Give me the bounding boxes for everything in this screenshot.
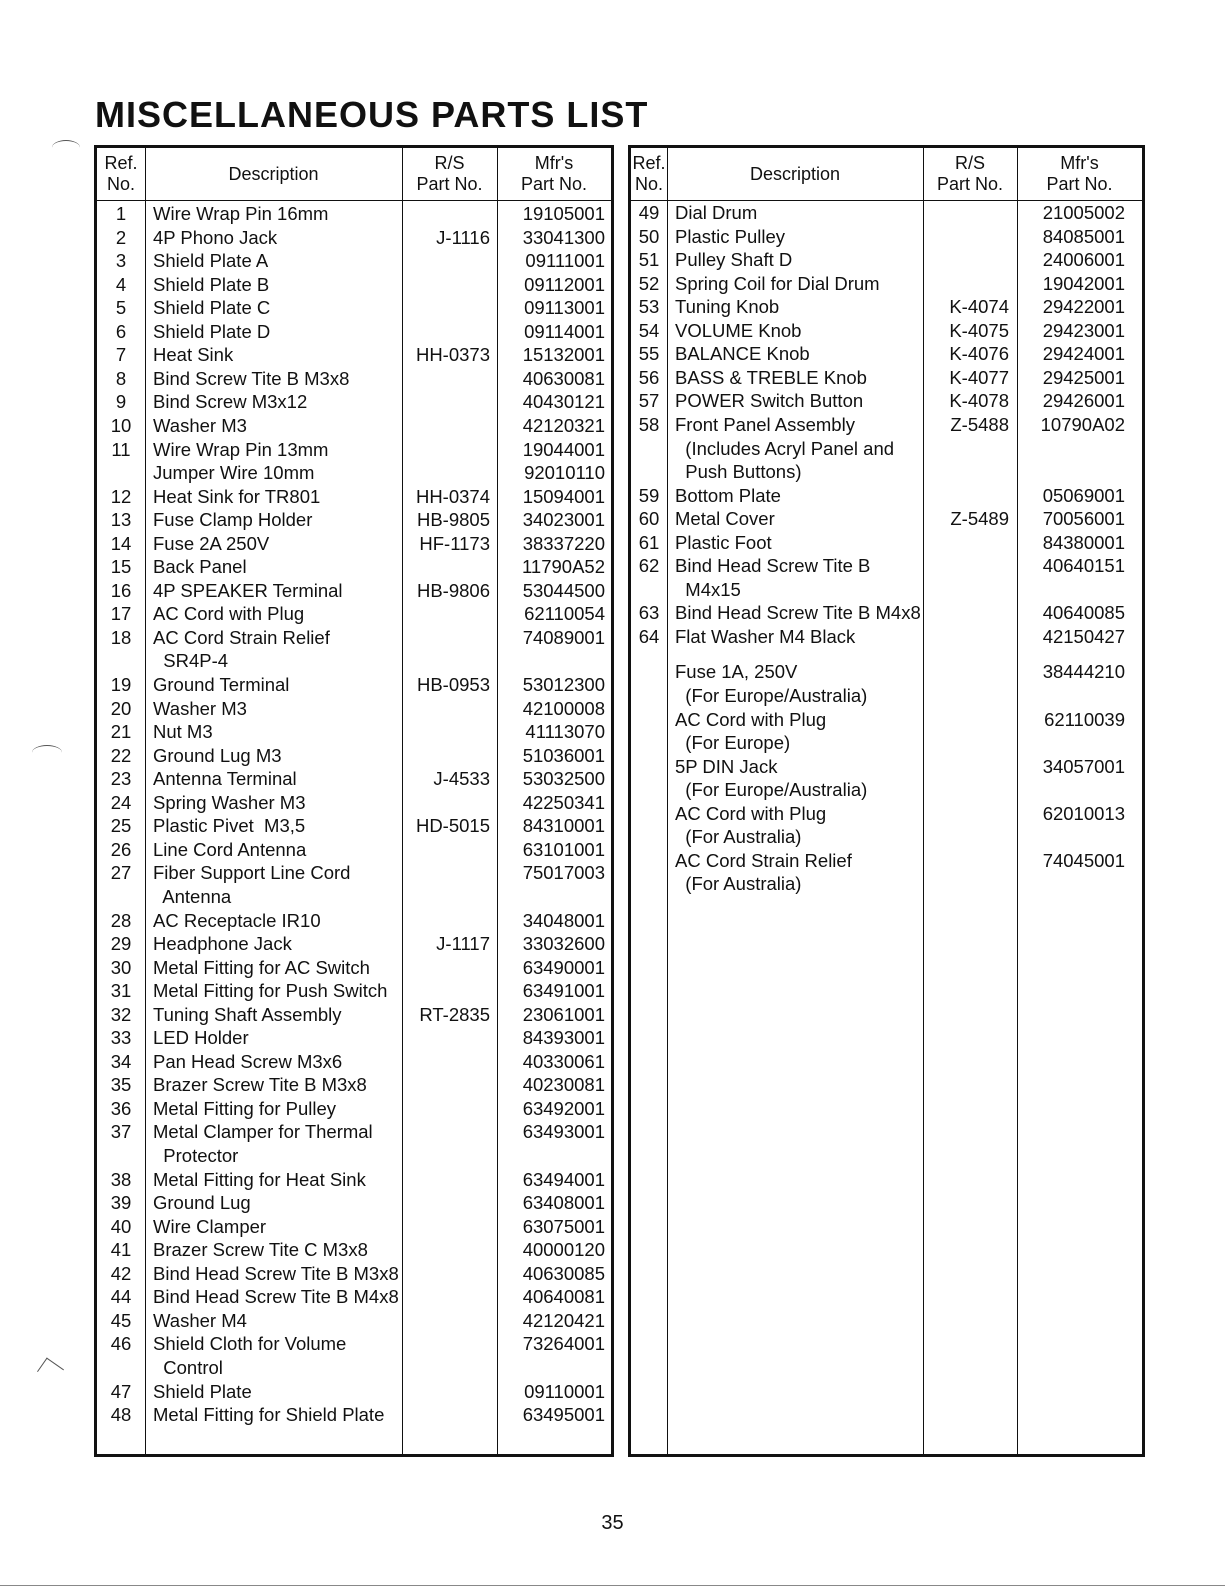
cell-ref: 33: [110, 1027, 132, 1049]
cell-desc: 5P DIN Jack: [675, 755, 778, 777]
cell-desc: Jumper Wire 10mm: [153, 462, 315, 484]
cell-desc: Heat Sink for TR801: [153, 485, 321, 507]
cell-rs: HB-9805: [416, 509, 490, 531]
cell-mfr: 38337220: [522, 532, 605, 554]
cell-mfr: 33032600: [522, 933, 605, 955]
cell-desc: (For Europe/Australia): [675, 779, 868, 801]
cell-ref: 55: [638, 343, 660, 365]
header-divider: [97, 200, 611, 201]
cell-desc: (For Europe/Australia): [675, 685, 868, 706]
column-divider: [667, 148, 668, 1454]
cell-mfr: 29424001: [1042, 343, 1125, 365]
margin-mark: [52, 140, 80, 155]
cell-desc: Antenna Terminal: [153, 768, 297, 790]
cell-rs: J-1117: [436, 933, 490, 955]
cell-mfr: 09111001: [525, 250, 605, 272]
cell-desc: Pulley Shaft D: [675, 249, 793, 271]
cell-desc: Fiber Support Line Cord: [153, 862, 351, 884]
cell-mfr: 63493001: [522, 1121, 605, 1143]
cell-desc: Metal Fitting for Push Switch: [153, 980, 388, 1002]
cell-rs: HH-0373: [415, 344, 490, 366]
cell-ref: 18: [110, 626, 132, 648]
cell-desc: VOLUME Knob: [675, 319, 802, 341]
cell-rs: K-4075: [949, 319, 1009, 341]
cell-mfr: 21005002: [1042, 202, 1125, 223]
cell-ref: 3: [115, 250, 127, 272]
cell-desc: Plastic Foot: [675, 531, 772, 553]
cell-ref: 52: [638, 272, 660, 294]
cell-mfr: 84085001: [1042, 225, 1125, 247]
cell-mfr: 63492001: [522, 1097, 605, 1119]
cell-mfr: 09114001: [524, 320, 605, 342]
cell-desc: Ground Lug: [153, 1192, 251, 1214]
cell-desc: Wire Wrap Pin 16mm: [153, 203, 329, 224]
cell-ref: 47: [110, 1380, 132, 1402]
cell-desc: Protector: [153, 1145, 239, 1166]
cell-desc: M4x15: [675, 578, 741, 600]
cell-ref: 51: [638, 249, 660, 271]
cell-rs: K-4078: [949, 390, 1009, 412]
cell-mfr: 84310001: [522, 815, 605, 837]
cell-ref: 60: [638, 508, 660, 530]
cell-mfr: 41113070: [525, 721, 605, 743]
cell-desc: Fuse 1A, 250V: [675, 661, 798, 683]
cell-ref: 20: [110, 697, 132, 719]
cell-desc: Wire Wrap Pin 13mm: [153, 438, 329, 460]
cell-rs: HH-0374: [415, 485, 490, 507]
cell-ref: 19: [110, 674, 132, 695]
cell-desc: Fuse 2A 250V: [153, 532, 270, 554]
parts-table-right: [628, 145, 1145, 1457]
cell-mfr: 09112001: [524, 273, 605, 295]
cell-mfr: 15132001: [522, 344, 605, 366]
cell-mfr: 05069001: [1042, 484, 1125, 506]
cell-mfr: 62010013: [1042, 802, 1125, 824]
cell-desc: BALANCE Knob: [675, 343, 810, 365]
cell-ref: 41: [110, 1239, 132, 1261]
margin-mark: [37, 1358, 64, 1384]
cell-desc: Tuning Shaft Assembly: [153, 1003, 342, 1025]
cell-mfr: 42100008: [522, 697, 605, 719]
cell-desc: Control: [153, 1356, 223, 1378]
cell-desc: Metal Fitting for Heat Sink: [153, 1168, 366, 1190]
cell-mfr: 11790A52: [522, 556, 605, 578]
cell-desc: POWER Switch Button: [675, 390, 864, 412]
cell-ref: 36: [110, 1097, 132, 1119]
cell-desc: Washer M3: [153, 414, 247, 436]
cell-ref: 14: [110, 532, 132, 554]
cell-ref: 2: [115, 226, 127, 248]
cell-ref: 27: [110, 862, 132, 884]
cell-desc: Bottom Plate: [675, 484, 781, 506]
cell-mfr: 63408001: [522, 1192, 605, 1214]
cell-mfr: 51036001: [522, 744, 605, 766]
cell-ref: 21: [110, 721, 132, 743]
cell-mfr: 74045001: [1042, 849, 1125, 871]
cell-ref: 10: [110, 414, 132, 436]
cell-ref: 32: [110, 1003, 132, 1025]
cell-rs: J-1116: [436, 226, 490, 248]
cell-ref: 49: [638, 202, 660, 223]
cell-desc: Fuse Clamp Holder: [153, 509, 313, 531]
cell-ref: 11: [111, 438, 131, 460]
cell-rs: Z-5489: [950, 508, 1009, 530]
cell-desc: Plastic Pivet M3,5: [153, 815, 306, 837]
cell-rs: HF-1173: [419, 532, 490, 554]
cell-ref: 31: [110, 980, 132, 1002]
cell-mfr: 19042001: [1042, 272, 1125, 294]
cell-ref: 45: [110, 1309, 132, 1331]
cell-desc: Bind Head Screw Tite B M3x8: [153, 1262, 399, 1284]
cell-mfr: 63101001: [522, 838, 605, 860]
cell-ref: 23: [110, 768, 132, 790]
cell-desc: LED Holder: [153, 1027, 249, 1049]
cell-mfr: 92010110: [524, 462, 605, 484]
cell-mfr: 40230081: [522, 1074, 605, 1096]
cell-ref: 16: [110, 579, 132, 601]
cell-rs: HB-9806: [416, 579, 490, 601]
cell-ref: 56: [638, 366, 660, 388]
page-title: MISCELLANEOUS PARTS LIST: [95, 94, 649, 135]
column-divider: [497, 148, 498, 1454]
cell-mfr: 23061001: [522, 1003, 605, 1025]
cell-desc: Bind Screw Tite B M3x8: [153, 367, 350, 389]
cell-ref: 30: [110, 956, 132, 978]
cell-ref: 39: [110, 1192, 132, 1214]
cell-ref: 61: [638, 531, 660, 553]
cell-mfr: 53032500: [522, 768, 605, 790]
cell-desc: 4P SPEAKER Terminal: [153, 579, 343, 601]
cell-mfr: 34023001: [522, 509, 605, 531]
cell-desc: Front Panel Assembly: [675, 413, 855, 435]
cell-desc: BASS & TREBLE Knob: [675, 366, 867, 388]
cell-ref: 44: [110, 1286, 132, 1308]
cell-ref: 53: [638, 296, 660, 318]
cell-ref: 46: [110, 1333, 132, 1355]
cell-desc: Nut M3: [153, 721, 213, 743]
cell-desc: Metal Cover: [675, 508, 775, 530]
header-ref-no: Ref. No.: [632, 153, 666, 194]
cell-mfr: 34048001: [522, 909, 605, 931]
cell-rs: RT-2835: [419, 1003, 490, 1025]
cell-mfr: 70056001: [1042, 508, 1125, 530]
column-divider: [145, 148, 146, 1454]
cell-mfr: 09110001: [524, 1380, 605, 1402]
cell-ref: 1: [115, 203, 127, 224]
cell-ref: 29: [110, 933, 132, 955]
cell-desc: Brazer Screw Tite B M3x8: [153, 1074, 367, 1096]
cell-ref: 4: [115, 273, 127, 295]
cell-ref: 59: [638, 484, 660, 506]
cell-desc: (For Australia): [675, 873, 802, 895]
cell-rs: K-4076: [949, 343, 1009, 365]
cell-desc: AC Cord with Plug: [675, 802, 827, 824]
cell-ref: 48: [110, 1404, 132, 1426]
cell-rs: K-4074: [949, 296, 1009, 318]
cell-desc: Metal Fitting for Shield Plate: [153, 1404, 385, 1426]
cell-ref: 57: [638, 390, 660, 412]
cell-mfr: 40640081: [522, 1286, 605, 1308]
cell-desc: Flat Washer M4 Black: [675, 625, 856, 647]
header-mfr-part-no: Mfr's Part No.: [520, 153, 588, 194]
cell-desc: Shield Plate D: [153, 320, 271, 342]
cell-rs: HB-0953: [416, 674, 490, 695]
cell-mfr: 63491001: [522, 980, 605, 1002]
cell-ref: 6: [115, 320, 127, 342]
cell-ref: 15: [110, 556, 132, 578]
cell-rs: K-4077: [949, 366, 1009, 388]
cell-desc: Dial Drum: [675, 202, 758, 223]
cell-mfr: 40000120: [522, 1239, 605, 1261]
cell-mfr: 62110054: [524, 603, 605, 625]
cell-desc: Antenna: [153, 885, 232, 907]
cell-desc: Spring Coil for Dial Drum: [675, 272, 880, 294]
cell-desc: Washer M4: [153, 1309, 247, 1331]
parts-table-left: [94, 145, 614, 1457]
header-ref-no: Ref. No.: [104, 153, 138, 194]
cell-mfr: 63494001: [522, 1168, 605, 1190]
cell-ref: 42: [110, 1262, 132, 1284]
cell-mfr: 40330061: [522, 1050, 605, 1072]
cell-ref: 9: [115, 391, 127, 413]
cell-desc: Plastic Pulley: [675, 225, 786, 247]
cell-mfr: 15094001: [522, 485, 605, 507]
cell-desc: Metal Fitting for Pulley: [153, 1097, 337, 1119]
cell-desc: Bind Head Screw Tite B M4x8: [675, 602, 921, 624]
cell-mfr: 29425001: [1042, 366, 1125, 388]
cell-desc: SR4P-4: [153, 650, 229, 672]
cell-mfr: 40630085: [522, 1262, 605, 1284]
page-number: 35: [601, 1512, 624, 1534]
cell-ref: 50: [638, 225, 660, 247]
cell-desc: (For Europe): [675, 732, 791, 754]
cell-mfr: 63495001: [522, 1404, 605, 1426]
cell-mfr: 42150427: [1042, 625, 1125, 647]
cell-mfr: 19044001: [522, 438, 605, 460]
cell-mfr: 53012300: [522, 674, 605, 695]
header-description: Description: [228, 163, 319, 184]
page-edge-line: [0, 1585, 1225, 1586]
cell-mfr: 75017003: [522, 862, 605, 884]
cell-desc: AC Cord with Plug: [675, 708, 827, 730]
cell-desc: Tuning Knob: [675, 296, 780, 318]
cell-ref: 34: [110, 1050, 132, 1072]
cell-desc: AC Cord Strain Relief: [675, 849, 852, 871]
cell-desc: Metal Clamper for Thermal: [153, 1121, 373, 1143]
cell-desc: Shield Cloth for Volume: [153, 1333, 347, 1355]
cell-desc: Line Cord Antenna: [153, 838, 307, 860]
cell-ref: 7: [115, 344, 127, 366]
cell-ref: 62: [638, 555, 660, 577]
cell-desc: Back Panel: [153, 556, 247, 578]
cell-ref: 64: [638, 625, 660, 647]
cell-rs: Z-5488: [950, 413, 1009, 435]
cell-mfr: 40430121: [522, 391, 605, 413]
cell-desc: Shield Plate C: [153, 297, 271, 319]
cell-ref: 37: [110, 1121, 132, 1143]
cell-desc: Shield Plate: [153, 1380, 252, 1402]
cell-mfr: 33041300: [522, 226, 605, 248]
cell-desc: AC Receptacle IR10: [153, 909, 321, 931]
cell-ref: 63: [638, 602, 660, 624]
header-description: Description: [749, 163, 841, 184]
cell-ref: 17: [110, 603, 132, 625]
cell-ref: 40: [110, 1215, 132, 1237]
header-rs-part-no: R/S Part No.: [416, 153, 483, 194]
cell-desc: 4P Phono Jack: [153, 226, 278, 248]
cell-ref: 54: [638, 319, 660, 341]
cell-mfr: 53044500: [522, 579, 605, 601]
cell-mfr: 19105001: [522, 203, 605, 224]
cell-mfr: 40640085: [1042, 602, 1125, 624]
cell-mfr: 63075001: [522, 1215, 605, 1237]
cell-mfr: 10790A02: [1040, 413, 1125, 435]
header-mfr-part-no: Mfr's Part No.: [1046, 153, 1113, 194]
header-rs-part-no: R/S Part No.: [936, 153, 1004, 194]
cell-desc: Spring Washer M3: [153, 791, 306, 813]
cell-desc: AC Cord with Plug: [153, 603, 305, 625]
cell-mfr: 34057001: [1042, 755, 1125, 777]
cell-ref: 58: [638, 413, 660, 435]
cell-mfr: 29422001: [1042, 296, 1125, 318]
cell-mfr: 38444210: [1042, 661, 1125, 683]
cell-mfr: 62110039: [1044, 708, 1125, 730]
cell-desc: Brazer Screw Tite C M3x8: [153, 1239, 368, 1261]
cell-mfr: 84393001: [522, 1027, 605, 1049]
cell-desc: Push Buttons): [675, 461, 802, 483]
cell-rs: J-4533: [433, 768, 490, 790]
cell-ref: 26: [110, 838, 132, 860]
cell-desc: Wire Clamper: [153, 1215, 267, 1237]
cell-desc: (Includes Acryl Panel and: [675, 437, 895, 459]
cell-mfr: 42250341: [522, 791, 605, 813]
cell-ref: 22: [110, 744, 132, 766]
cell-ref: 13: [110, 509, 132, 531]
cell-mfr: 74089001: [522, 626, 605, 648]
cell-desc: Ground Terminal: [153, 674, 290, 695]
cell-desc: Bind Head Screw Tite B: [675, 555, 871, 577]
cell-desc: Ground Lug M3: [153, 744, 282, 766]
cell-mfr: 73264001: [522, 1333, 605, 1355]
margin-mark: [32, 745, 62, 760]
cell-mfr: 29423001: [1042, 319, 1125, 341]
cell-desc: AC Cord Strain Relief: [153, 626, 330, 648]
cell-ref: 28: [110, 909, 132, 931]
cell-desc: Bind Head Screw Tite B M4x8: [153, 1286, 399, 1308]
cell-mfr: 24006001: [1042, 249, 1125, 271]
cell-mfr: 42120321: [522, 414, 605, 436]
cell-ref: 35: [110, 1074, 132, 1096]
cell-mfr: 42120421: [522, 1309, 605, 1331]
cell-ref: 25: [110, 815, 132, 837]
cell-desc: (For Australia): [675, 826, 802, 848]
cell-desc: Heat Sink: [153, 344, 234, 366]
cell-mfr: 63490001: [522, 956, 605, 978]
cell-mfr: 09113001: [524, 297, 605, 319]
cell-ref: 5: [115, 297, 127, 319]
cell-mfr: 29426001: [1042, 390, 1125, 412]
cell-desc: Washer M3: [153, 697, 247, 719]
cell-mfr: 40640151: [1042, 555, 1125, 577]
cell-mfr: 40630081: [522, 367, 605, 389]
cell-desc: Shield Plate A: [153, 250, 269, 272]
cell-desc: Headphone Jack: [153, 933, 292, 955]
cell-ref: 38: [110, 1168, 132, 1190]
cell-ref: 8: [115, 367, 127, 389]
cell-rs: HD-5015: [415, 815, 490, 837]
cell-desc: Pan Head Screw M3x6: [153, 1050, 343, 1072]
cell-ref: 24: [110, 791, 132, 813]
cell-ref: 12: [110, 485, 132, 507]
cell-desc: Metal Fitting for AC Switch: [153, 956, 370, 978]
cell-desc: Shield Plate B: [153, 273, 270, 295]
cell-mfr: 84380001: [1042, 531, 1125, 553]
cell-desc: Bind Screw M3x12: [153, 391, 308, 413]
